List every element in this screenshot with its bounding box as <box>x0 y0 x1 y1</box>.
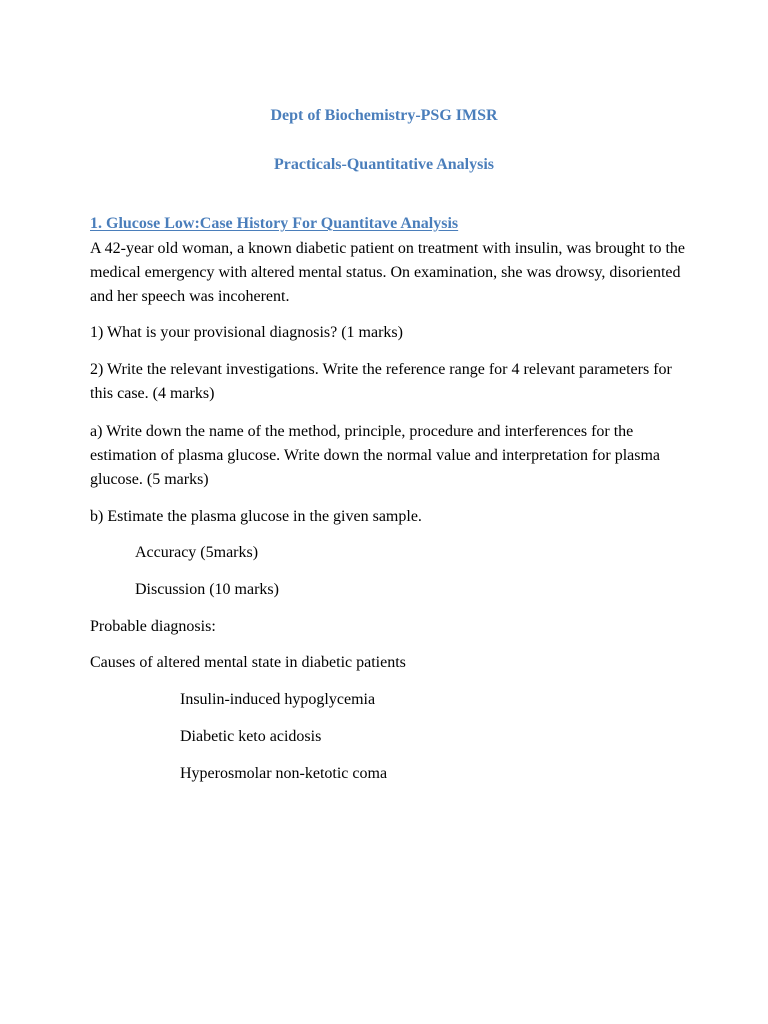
discussion-item: Discussion (10 marks) <box>135 581 279 598</box>
question-2: 2) Write the relevant investigations. Write the reference range for 4 relevant parameters for this case. (4 marks) <box>90 361 672 402</box>
causes-intro: Causes of altered mental state in diabetic patients <box>90 654 406 671</box>
question-b: b) Estimate the plasma glucose in the given sample. <box>90 508 422 525</box>
dept-title: Dept of Biochemistry-PSG IMSR <box>270 107 498 124</box>
question-a: a) Write down the name of the method, principle, procedure and interferences for the estimation of plasma glucose. Write down the normal value and interpretation for plasma glucose. (5 marks) <box>90 423 661 488</box>
question-1: 1) What is your provisional diagnosis? (1 marks) <box>90 324 403 341</box>
cause-item: Insulin-induced hypoglycemia <box>180 691 376 708</box>
practicals-subtitle: Practicals-Quantitative Analysis <box>274 156 494 173</box>
cause-item: Diabetic keto acidosis <box>180 728 322 745</box>
accuracy-item: Accuracy (5marks) <box>135 544 259 561</box>
case-history-paragraph: A 42-year old woman, a known diabetic patient on treatment with insulin, was brought to the medical emergency with altered mental status. On examination, she was drowsy, disoriented and her speech was incoherent. <box>90 240 685 305</box>
section-heading: 1. Glucose Low:Case History For Quantitave Analysis <box>90 215 459 232</box>
probable-diagnosis-label: Probable diagnosis: <box>90 618 216 635</box>
cause-item: Hyperosmolar non-ketotic coma <box>180 765 388 782</box>
